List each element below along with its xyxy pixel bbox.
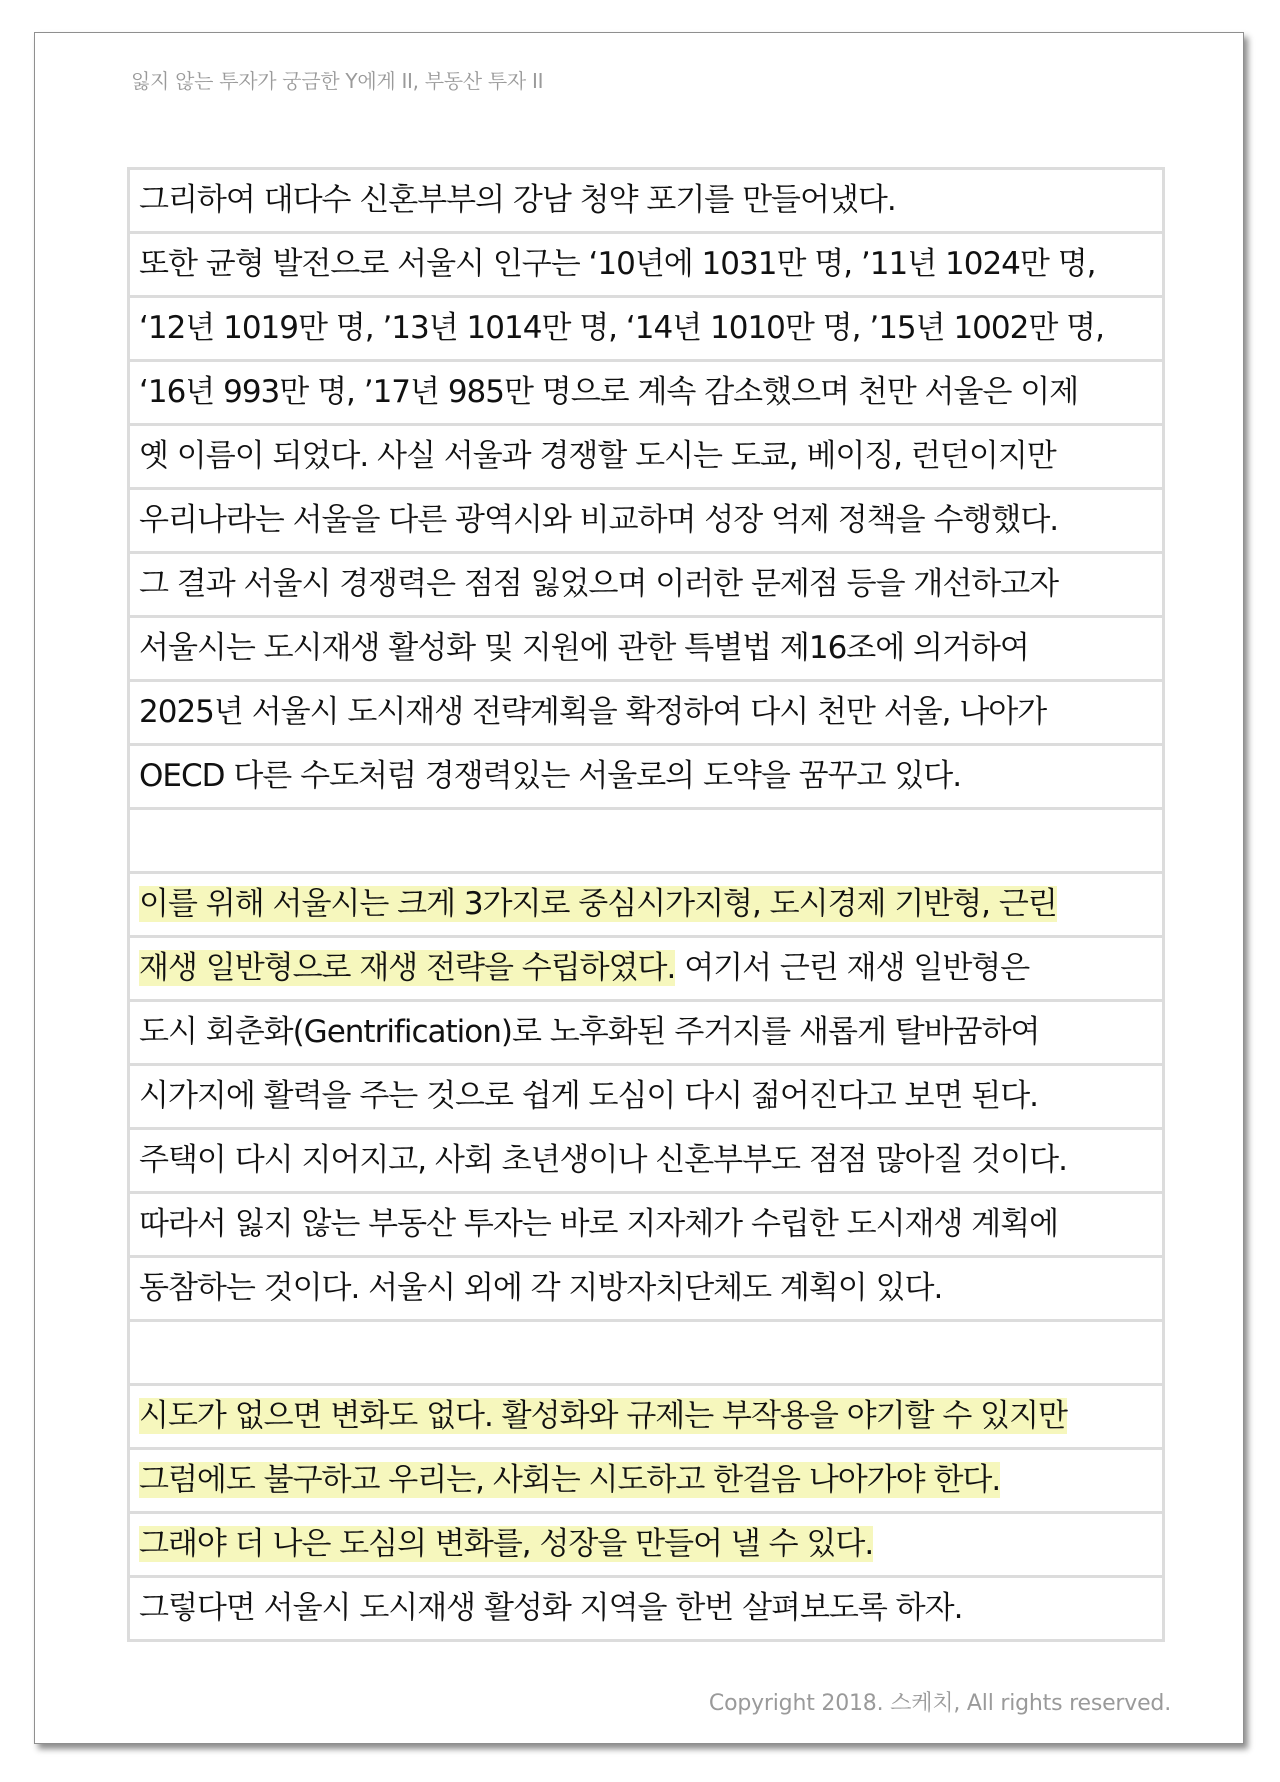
highlighted-text: 그래야 더 나은 도심의 변화를, 성장을 만들어 낼 수 있다. — [139, 1526, 874, 1562]
text-line — [130, 1514, 1162, 1578]
text-line — [130, 682, 1162, 746]
text-line — [130, 362, 1162, 426]
text-line — [130, 1066, 1162, 1130]
text-line — [130, 1578, 1162, 1642]
line-text: 2025년 서울시 도시재생 전략계획을 확정하여 다시 천만 서울, 나아가 — [139, 694, 1047, 730]
line-text: 옛 이름이 되었다. 사실 서울과 경쟁할 도시는 도쿄, 베이징, 런던이지만 — [139, 438, 1056, 474]
line-text: 우리나라는 서울을 다른 광역시와 비교하며 성장 억제 정책을 수행했다. — [139, 502, 1059, 538]
text-line — [130, 170, 1162, 234]
text-line — [130, 746, 1162, 810]
text-line — [130, 234, 1162, 298]
ruled-text-block — [127, 167, 1165, 1642]
line-text: ‘16년 993만 명, ’17년 985만 명으로 계속 감소했으며 천만 서울은 이제 — [139, 374, 1079, 410]
text-line — [130, 554, 1162, 618]
highlighted-text: 재생 일반형으로 재생 전략을 수립하였다. — [139, 950, 676, 986]
text-line — [130, 618, 1162, 682]
blank-line — [130, 810, 1162, 874]
text-line — [130, 1130, 1162, 1194]
text-line — [130, 426, 1162, 490]
highlighted-text: 이를 위해 서울시는 크게 3가지로 중심시가지형, 도시경제 기반형, 근린 — [139, 886, 1057, 922]
line-text: 또한 균형 발전으로 서울시 인구는 ‘10년에 1031만 명, ’11년 1024만 명, — [139, 246, 1096, 282]
text-line — [130, 298, 1162, 362]
blank-line — [130, 1322, 1162, 1386]
line-text: ‘12년 1019만 명, ’13년 1014만 명, ‘14년 1010만 명, ’15년 1002만 명, — [139, 310, 1104, 346]
highlighted-text: 시도가 없으면 변화도 없다. 활성화와 규제는 부작용을 야기할 수 있지만 — [139, 1398, 1067, 1434]
line-text: 도시 회춘화(Gentrification)로 노후화된 주거지를 새롭게 탈바꿈하여 — [139, 1014, 1040, 1050]
line-text: 따라서 잃지 않는 부동산 투자는 바로 지자체가 수립한 도시재생 계획에 — [139, 1206, 1059, 1242]
line-text: 서울시는 도시재생 활성화 및 지원에 관한 특별법 제16조에 의거하여 — [139, 630, 1029, 666]
line-text: 그렇다면 서울시 도시재생 활성화 지역을 한번 살펴보도록 하자. — [139, 1590, 963, 1626]
text-line — [130, 1002, 1162, 1066]
text-line — [130, 874, 1162, 938]
text-line — [130, 1450, 1162, 1514]
line-text: 동참하는 것이다. 서울시 외에 각 지방자치단체도 계획이 있다. — [139, 1270, 943, 1306]
text-line — [130, 1386, 1162, 1450]
text-line — [130, 490, 1162, 554]
line-text: 그 결과 서울시 경쟁력은 점점 잃었으며 이러한 문제점 등을 개선하고자 — [139, 566, 1059, 602]
document-page — [34, 32, 1244, 1744]
line-text: OECD 다른 수도처럼 경쟁력있는 서울로의 도약을 꿈꾸고 있다. — [139, 758, 962, 794]
text-line — [130, 1258, 1162, 1322]
highlighted-text: 그럼에도 불구하고 우리는, 사회는 시도하고 한걸음 나아가야 한다. — [139, 1462, 1001, 1498]
line-text: 그리하여 대다수 신혼부부의 강남 청약 포기를 만들어냈다. — [139, 182, 896, 218]
line-text: 주택이 다시 지어지고, 사회 초년생이나 신혼부부도 점점 많아질 것이다. — [139, 1142, 1067, 1178]
line-text: 시가지에 활력을 주는 것으로 쉽게 도심이 다시 젊어진다고 보면 된다. — [139, 1078, 1039, 1114]
text-line — [130, 1194, 1162, 1258]
line-text: 여기서 근린 재생 일반형은 — [675, 950, 1030, 986]
running-header: 잃지 않는 투자가 궁금한 Y에게 II, 부동산 투자 II — [131, 69, 544, 93]
text-line — [130, 938, 1162, 1002]
copyright-footer: Copyright 2018. 스케치, All rights reserved. — [708, 1691, 1171, 1716]
